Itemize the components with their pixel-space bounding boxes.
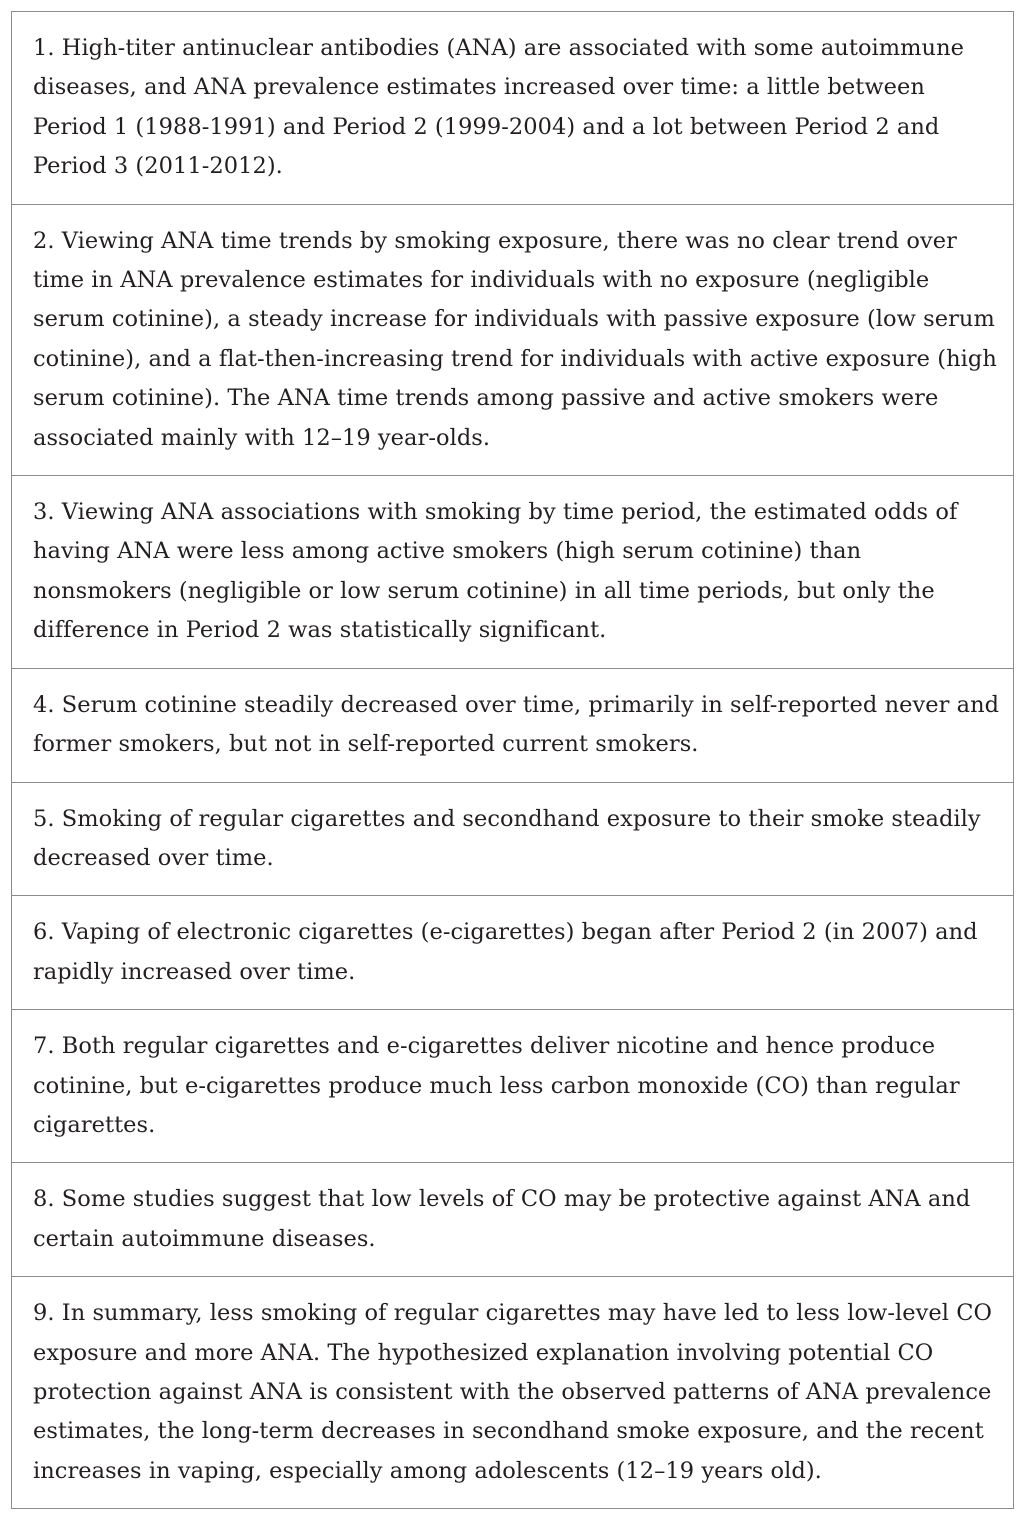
row-text: 7. Both regular cigarettes and e-cigarettes deliver nicotine and hence produce cotinine, but e-cigarettes produce much less carbon monoxide (CO) than regular cigarettes. — [33, 1033, 960, 1138]
row-text: 6. Vaping of electronic cigarettes (e-cigarettes) began after Period 2 (in 2007) and rapidly increased over time. — [33, 919, 978, 985]
row-text: 5. Smoking of regular cigarettes and secondhand exposure to their smoke steadily decreased over time. — [33, 805, 981, 871]
row-text: 8. Some studies suggest that low levels of CO may be protective against ANA and certain autoimmune diseases. — [33, 1186, 971, 1252]
table-row — [12, 1276, 1013, 1508]
row-text: 3. Viewing ANA associations with smoking by time period, the estimated odds of having ANA were less among active smokers (high serum cotinine) than nonsmokers (negligible or low serum cotinine) in all time periods, but only the difference in Period 2 was statistically significant. — [33, 499, 958, 644]
table-row — [12, 782, 1013, 896]
table-row — [12, 1009, 1013, 1162]
findings-table — [11, 11, 1014, 1509]
table-row — [12, 204, 1013, 475]
table-row — [12, 1162, 1013, 1276]
row-text: 2. Viewing ANA time trends by smoking exposure, there was no clear trend over time in ANA prevalence estimates for individuals with no exposure (negligible serum cotinine), a steady increase for individuals with passive exposure (low serum cotinine), and a flat-then-increasing trend for individuals with active exposure (high serum cotinine). The ANA time trends among passive and active smokers were associated mainly with 12–19 year-olds. — [33, 227, 997, 451]
row-text: 1. High-titer antinuclear antibodies (ANA) are associated with some autoimmune diseases, and ANA prevalence estimates increased over time: a little between Period 1 (1988-1991) and Period 2 (1999-2004) and a lot between Period 2 and Period 3 (2011-2012). — [33, 35, 965, 180]
row-text: 9. In summary, less smoking of regular cigarettes may have led to less low-level CO exposure and more ANA. The hypothesized explanation involving potential CO protection against ANA is consistent with the observed patterns of ANA prevalence estimates, the long-term decreases in secondhand smoke exposure, and the recent increases in vaping, especially among adolescents (12–19 years old). — [33, 1300, 992, 1484]
table-row — [12, 895, 1013, 1009]
table-row — [12, 12, 1013, 204]
row-text: 4. Serum cotinine steadily decreased over time, primarily in self-reported never and former smokers, but not in self-reported current smokers. — [33, 691, 1000, 758]
table-row — [12, 668, 1013, 782]
table-row — [12, 475, 1013, 668]
